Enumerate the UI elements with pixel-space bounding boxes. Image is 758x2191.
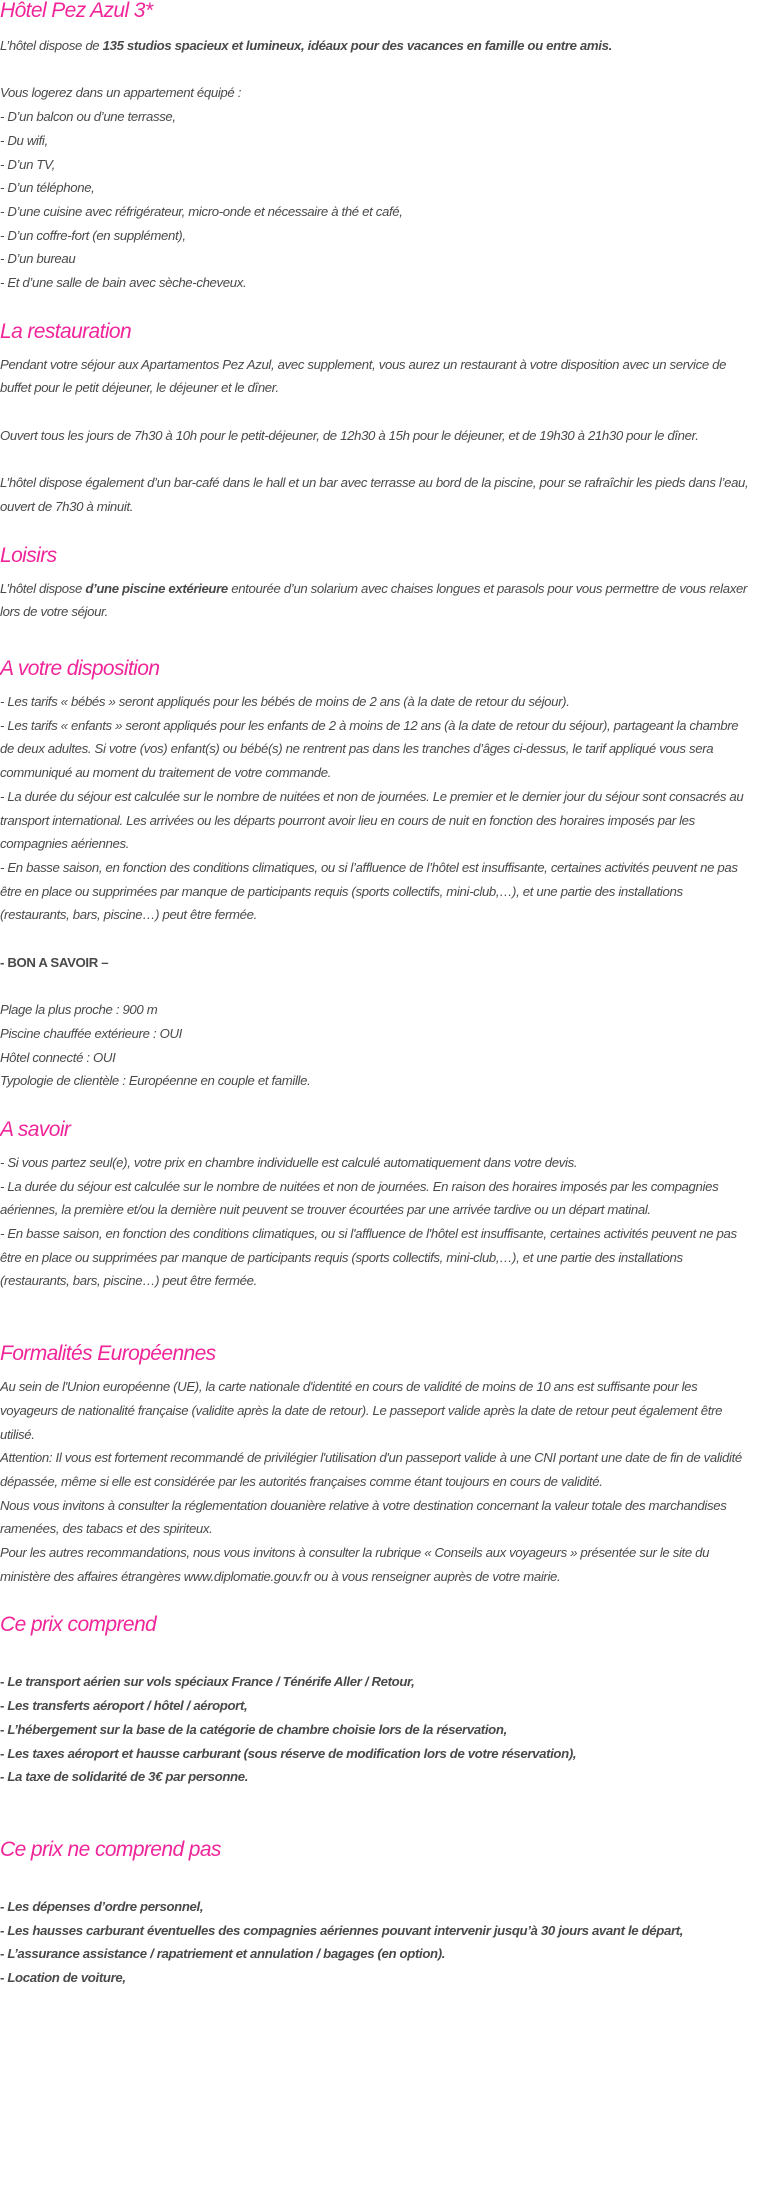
equipment-list xyxy=(0,105,754,295)
formalites-paragraph: Attention: Il vous est fortement recommandé de privilégier l'utilisation d'un passeport valide à une CNI portant une date de fin de validité dépassée, même si elle est considérée par les autorités françaises comme étant toujours en cours de validité. xyxy=(0,1450,742,1489)
formalites-title: Formalités Européennes xyxy=(0,1342,216,1366)
section-formalites xyxy=(0,1341,754,1588)
fact-item: Piscine chauffée extérieure : OUI xyxy=(0,1025,182,1041)
section-disposition xyxy=(0,656,754,1093)
facts-list xyxy=(0,998,754,1093)
formalites-paragraph: Au sein de l'Union européenne (UE), la carte nationale d'identité en cours de validité de moins de 10 ans est suffisante pour les voyageurs de nationalité française (validite après la date de retour). Le passeport valide après la date de retour peut également être utilisé. xyxy=(0,1379,723,1442)
a-savoir-item: - Si vous partez seul(e), votre prix en chambre individuelle est calculé automatiquement dans votre devis. xyxy=(0,1154,578,1170)
disposition-item: - En basse saison, en fonction des conditions climatiques, ou si l’affluence de l’hôtel est insuffisante, certaines activités peuvent ne pas être en place ou supprimées par manque de participants requis (sports collectifs, mini-club,…), et une partie des installations (restaurants, bars, piscine…) peut être fermée. xyxy=(0,859,738,923)
restauration-title: La restauration xyxy=(0,319,132,343)
equipment-item: - D’une cuisine avec réfrigérateur, micro-onde et nécessaire à thé et café, xyxy=(0,203,403,219)
formalites-text xyxy=(0,1375,754,1588)
prix-comprend-item: - L’hébergement sur la base de la catégorie de chambre choisie lors de la réservation, xyxy=(0,1721,507,1737)
fact-item: Hôtel connecté : OUI xyxy=(0,1049,116,1065)
section-a-savoir xyxy=(0,1117,754,1293)
prix-comprend-item: - Les transferts aéroport / hôtel / aéroport, xyxy=(0,1698,248,1714)
prix-ne-comprend-pas-item: - L’assurance assistance / rapatriement et annulation / bagages (en option). xyxy=(0,1946,446,1962)
formalites-paragraph: Pour les autres recommandations, nous vous invitons à consulter la rubrique « Conseils aux voyageurs » présentée sur le site du ministère des affaires étrangères www.diplomatie.gouv.fr ou à vous renseigner auprès de votre mairie. xyxy=(0,1545,710,1584)
restauration-paragraph: Pendant votre séjour aux Apartamentos Pez Azul, avec supplement, vous aurez un restaurant à votre disposition avec un service de buffet pour le petit déjeuner, le déjeuner et le dîner. xyxy=(0,356,727,396)
prix-ne-comprend-pas-title: Ce prix ne comprend pas xyxy=(0,1838,221,1861)
equipment-item: - D’un balcon ou d’une terrasse, xyxy=(0,109,176,125)
disposition-item: - Les tarifs « bébés » seront appliqués pour les bébés de moins de 2 ans (à la date de retour du séjour). xyxy=(0,694,570,710)
hotel-title: Hôtel Pez Azul 3* xyxy=(0,0,153,22)
equipment-item: - Du wifi, xyxy=(0,132,48,148)
loisirs-title: Loisirs xyxy=(0,543,57,567)
section-loisirs xyxy=(0,543,754,624)
a-savoir-title: A savoir xyxy=(0,1117,71,1141)
bon-a-savoir-label: - BON A SAVOIR – xyxy=(0,954,109,970)
prix-comprend-item: - La taxe de solidarité de 3€ par personne. xyxy=(0,1769,249,1785)
prix-comprend-title: Ce prix comprend xyxy=(0,1613,157,1637)
equipment-item: - D’un coffre-fort (en supplément), xyxy=(0,227,186,243)
equipment-item: - D’un téléphone, xyxy=(0,180,95,196)
section-prix-comprend xyxy=(0,1612,754,1789)
disposition-item: - La durée du séjour est calculée sur le nombre de nuitées et non de journées. Le premier et le dernier jour du séjour sont consacrés au transport international. Les arrivées ou les départs pourront avoir lieu en cours de nuit en fonction des horaires imposés par les compagnies aériennes. xyxy=(0,788,744,852)
restauration-paragraph: L’hôtel dispose également d’un bar-café dans le hall et un bar avec terrasse au bord de la piscine, pour se rafraîchir les pieds dans l’eau, ouvert de 7h30 à minuit. xyxy=(0,475,749,514)
fact-item: Plage la plus proche : 900 m xyxy=(0,1002,158,1018)
section-restauration xyxy=(0,319,754,519)
prix-ne-comprend-pas-item: - Les dépenses d’ordre personnel, xyxy=(0,1899,204,1914)
hotel-intro: L’hôtel dispose de 135 studios spacieux et lumineux, idéaux pour des vacances en famille ou entre amis. xyxy=(0,38,612,53)
loisirs-paragraph: L’hôtel dispose d’une piscine extérieure entourée d’un solarium avec chaises longues et parasols pour vous permettre de vous relaxer lors de votre séjour. xyxy=(0,580,747,620)
equipment-item: - Et d’une salle de bain avec sèche-cheveux. xyxy=(0,275,247,291)
prix-ne-comprend-pas-item: - Les hausses carburant éventuelles des compagnies aériennes pouvant intervenir jusqu’à 30 jours avant le départ, xyxy=(0,1922,684,1938)
formalites-paragraph: Nous vous invitons à consulter la réglementation douanière relative à votre destination concernant la valeur totale des marchandises ramenées, des tabacs et des spiriteux. xyxy=(0,1497,727,1537)
a-savoir-item: - En basse saison, en fonction des conditions climatiques, ou si l'affluence de l'hôtel est insuffisante, certaines activités peuvent ne pas être en place ou supprimées par manque de participants requis (sports collectifs, mini-club,…), et une partie des installations (restaurants, bars, piscine…) peut être fermée. xyxy=(0,1226,737,1289)
prix-comprend-list xyxy=(0,1670,754,1789)
equipment-item: - D’un bureau xyxy=(0,251,76,267)
loisirs-highlight: d’une piscine extérieure xyxy=(85,580,228,596)
a-savoir-list xyxy=(0,1151,754,1293)
section-prix-ne-comprend-pas xyxy=(0,1837,754,1990)
prix-ne-comprend-pas-list xyxy=(0,1895,754,1990)
restauration-paragraph: Ouvert tous les jours de 7h30 à 10h pour le petit-déjeuner, de 12h30 à 15h pour le déjeuner, et de 19h30 à 21h30 pour le dîner. xyxy=(0,427,699,443)
section-hotel xyxy=(0,0,754,295)
equipment-item: - D’un TV, xyxy=(0,156,55,172)
fact-item: Typologie de clientèle : Européenne en couple et famille. xyxy=(0,1073,311,1089)
equipment-intro: Vous logerez dans un appartement équipé : xyxy=(0,85,242,101)
prix-comprend-item: - Le transport aérien sur vols spéciaux France / Ténérife Aller / Retour, xyxy=(0,1674,415,1690)
disposition-list xyxy=(0,690,754,927)
a-savoir-item: - La durée du séjour est calculée sur le nombre de nuitées et non de journées. En raison des horaires imposés par les compagnies aériennes, la première et/ou la dernière nuit peuvent se trouver écourtées par une arrivée tardive ou un départ matinal. xyxy=(0,1178,719,1218)
prix-ne-comprend-pas-item: - Location de voiture, xyxy=(0,1970,126,1986)
hotel-intro-highlight: 135 studios spacieux et lumineux, idéaux pour des vacances en famille ou entre amis. xyxy=(102,38,612,53)
disposition-title: A votre disposition xyxy=(0,657,160,681)
disposition-item: - Les tarifs « enfants » seront appliqués pour les enfants de 2 à moins de 12 ans (à la date de retour du séjour), partageant la chambre de deux adultes. Si votre (vos) enfant(s) ou bébé(s) ne rentrent pas dans les tranches d’âges ci-dessus, le tarif appliqué vous sera communiqué au moment du traitement de votre commande. xyxy=(0,717,739,781)
prix-comprend-item: - Les taxes aéroport et hausse carburant (sous réserve de modification lors de votre réservation), xyxy=(0,1745,577,1761)
